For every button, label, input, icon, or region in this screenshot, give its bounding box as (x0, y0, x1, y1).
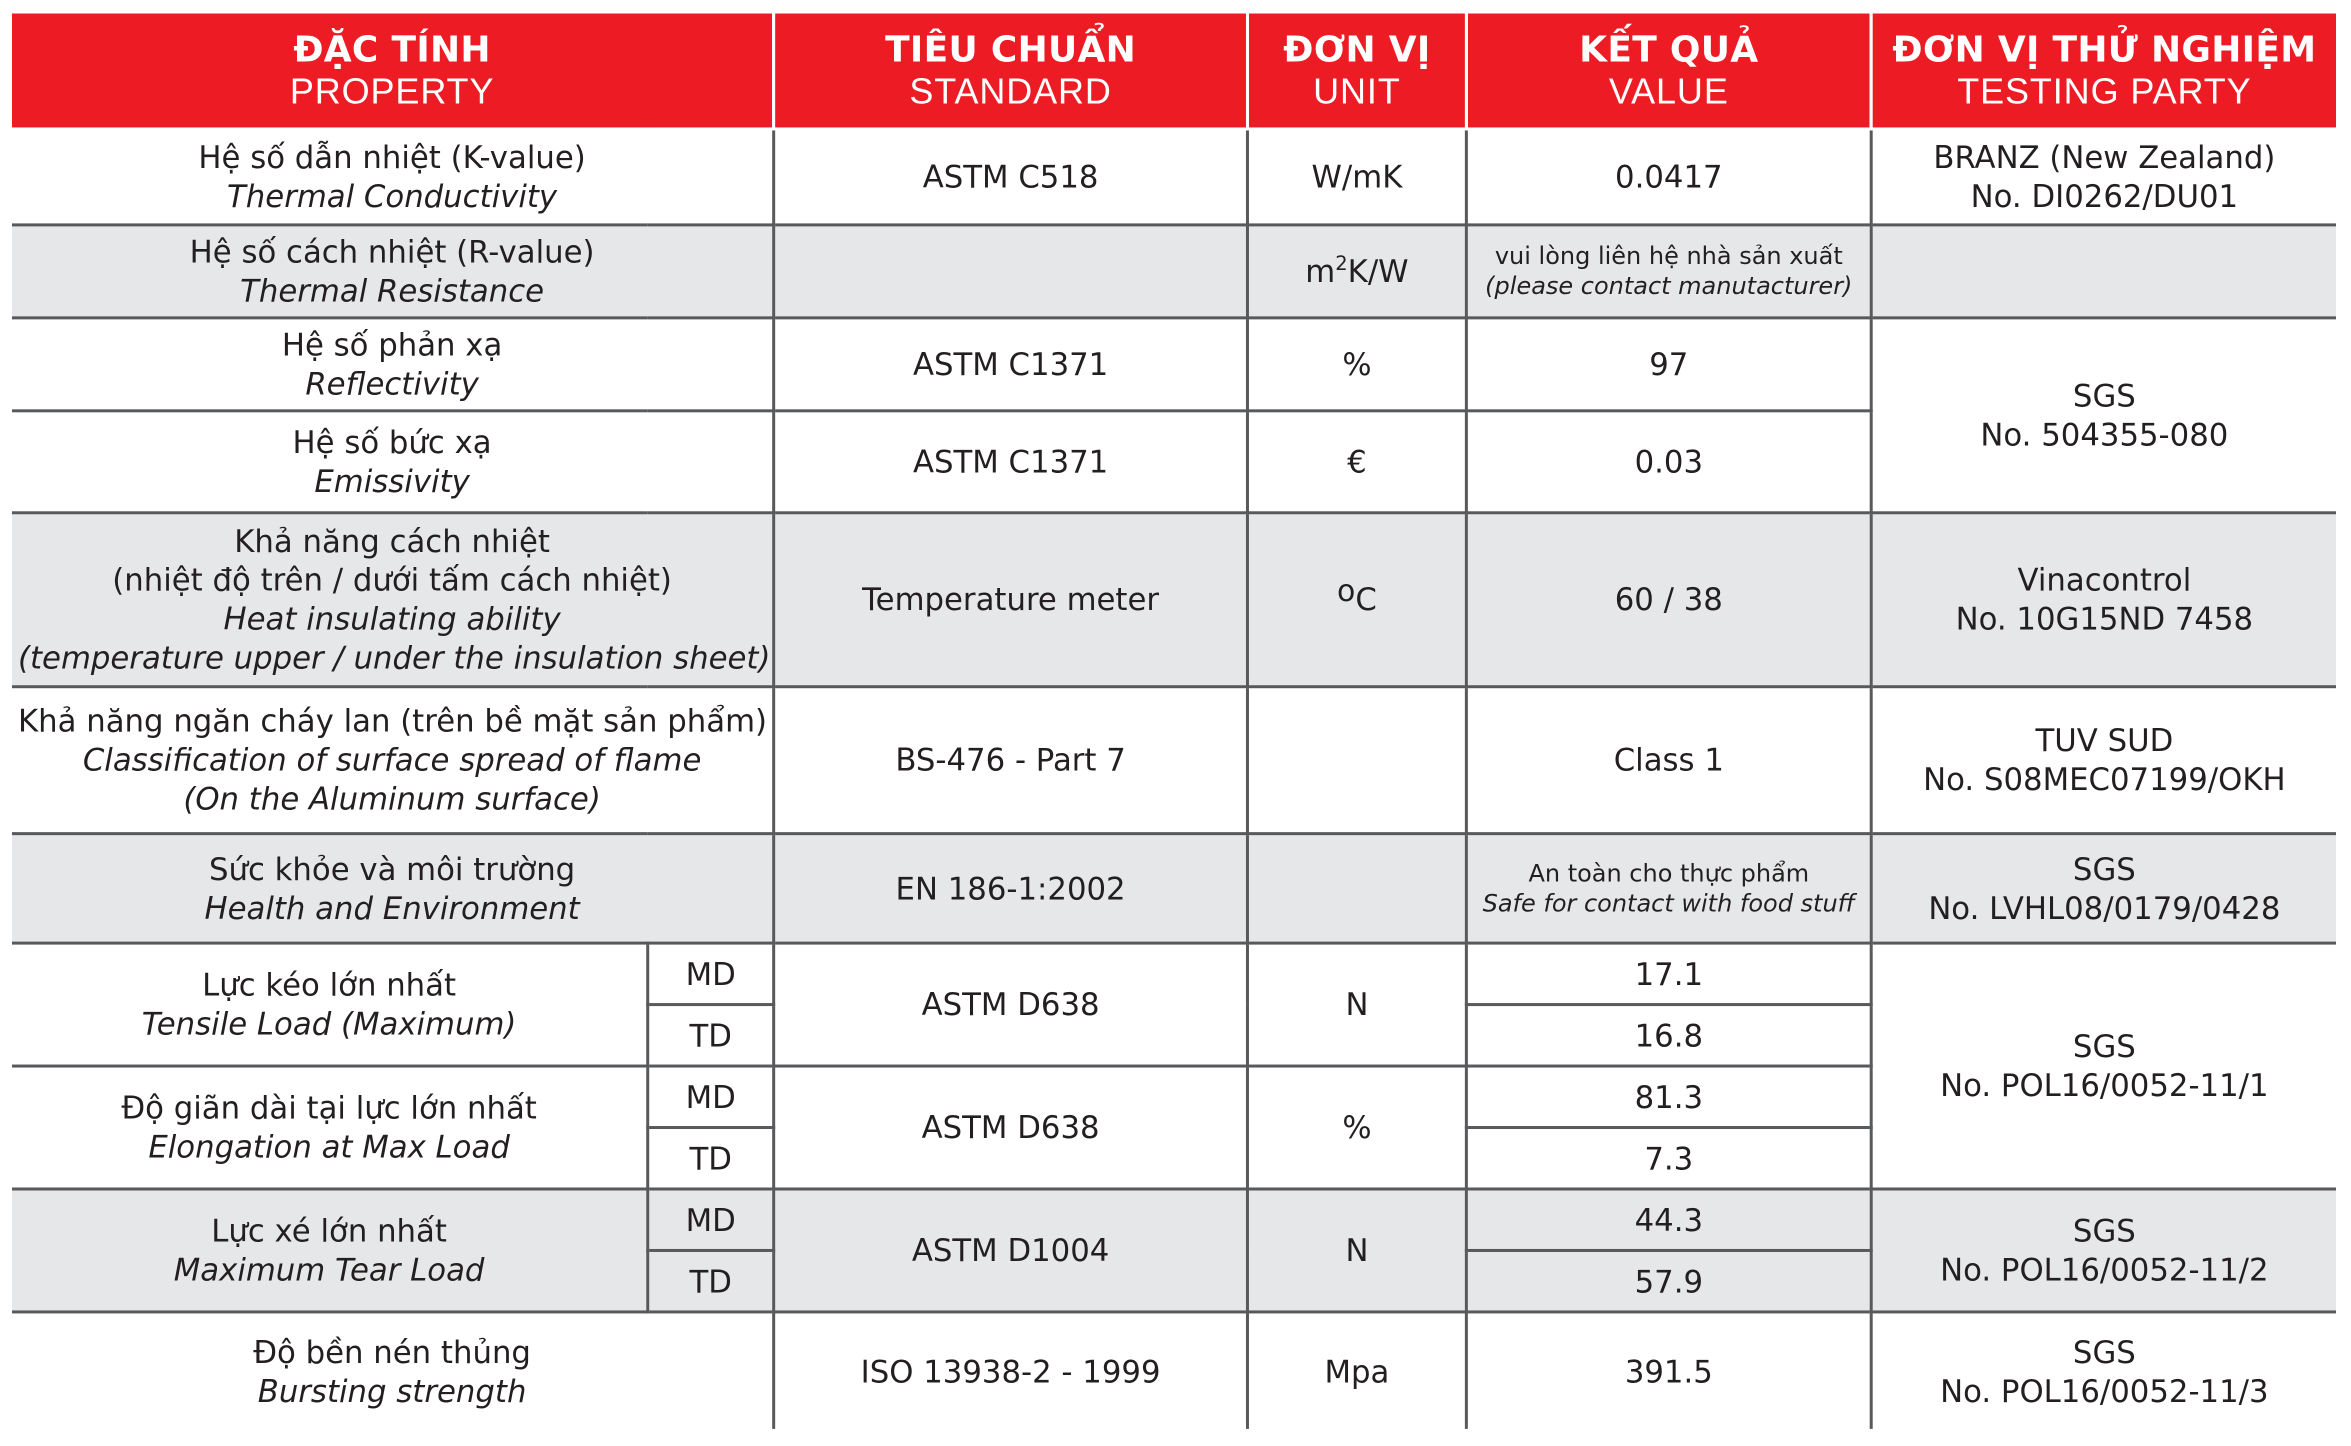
unit-cell: W/mK (1247, 129, 1466, 225)
property-cell: Độ bền nén thủng Bursting strength (12, 1312, 774, 1429)
standard-cell: ASTM C1371 (774, 318, 1248, 411)
value-cell: 17.1 (1466, 943, 1871, 1004)
party-cell: Vinacontrol No. 10G15ND 7458 (1871, 513, 2336, 687)
standard-cell: Temperature meter (774, 513, 1248, 687)
value-cell: 60 / 38 (1466, 513, 1871, 687)
property-cell: Độ giãn dài tại lực lớn nhất Elongation at Max Load (12, 1066, 648, 1189)
party-cell: SGS No. POL16/0052-11/3 (1871, 1312, 2336, 1429)
standard-cell: ASTM C1371 (774, 411, 1248, 513)
property-cell: Hệ số cách nhiệt (R-value) Thermal Resistance (12, 225, 774, 318)
header-property: ĐẶC TÍNH PROPERTY (12, 13, 774, 128)
standard-cell: ASTM D638 (774, 943, 1248, 1066)
value-cell: 7.3 (1466, 1128, 1871, 1189)
party-cell: SGS No. POL16/0052-11/2 (1871, 1189, 2336, 1312)
header-unit: ĐƠN VỊ UNIT (1247, 13, 1466, 128)
unit-cell: € (1247, 411, 1466, 513)
unit-cell: % (1247, 1066, 1466, 1189)
value-cell: 0.0417 (1466, 129, 1871, 225)
standard-cell: ASTM D638 (774, 1066, 1248, 1189)
direction-md: MD (648, 1066, 774, 1127)
value-cell: 0.03 (1466, 411, 1871, 513)
value-cell: 391.5 (1466, 1312, 1871, 1429)
property-cell: Khả năng cách nhiệt (nhiệt độ trên / dưới tấm cách nhiệt) Heat insulating ability (temperature upper / under the insulation sheet) (12, 513, 774, 687)
value-cell: vui lòng liên hệ nhà sản xuất (please contact manutacturer) (1466, 225, 1871, 318)
standard-cell: ASTM C518 (774, 129, 1248, 225)
row-thermal-conductivity (12, 129, 2336, 225)
standard-cell: ISO 13938-2 - 1999 (774, 1312, 1248, 1429)
value-cell: 97 (1466, 318, 1871, 411)
property-cell: Sức khỏe và môi trường Health and Environment (12, 834, 774, 943)
property-cell: Khả năng ngăn cháy lan (trên bề mặt sản phẩm) Classification of surface spread of flame (On the Aluminum surface) (12, 687, 774, 834)
row-tensile-md (12, 943, 2336, 1004)
header-testing-party: ĐƠN VỊ THỬ NGHIỆM TESTING PARTY (1871, 13, 2336, 128)
row-surface-flame (12, 687, 2336, 834)
party-cell: SGS No. 504355-080 (1871, 318, 2336, 513)
unit-cell: Mpa (1247, 1312, 1466, 1429)
row-health-environment (12, 834, 2336, 943)
standard-cell: BS-476 - Part 7 (774, 687, 1248, 834)
unit-cell: $m^2K/W$ (1247, 225, 1466, 318)
party-cell: SGS No. LVHL08/0179/0428 (1871, 834, 2336, 943)
row-reflectivity (12, 318, 2336, 411)
unit-cell: N (1247, 1189, 1466, 1312)
direction-td: TD (648, 1005, 774, 1066)
direction-td: TD (648, 1250, 774, 1311)
party-cell: SGS No. POL16/0052-11/1 (1871, 943, 2336, 1189)
header-row (12, 13, 2336, 128)
unit-cell: $^o$C (1247, 513, 1466, 687)
row-heat-insulating (12, 513, 2336, 687)
value-cell: An toàn cho thực phẩm Safe for contact with food stuff (1466, 834, 1871, 943)
value-cell: 16.8 (1466, 1005, 1871, 1066)
property-cell: Hệ số dẫn nhiệt (K-value) Thermal Conductivity (12, 129, 774, 225)
header-standard: TIÊU CHUẨN STANDARD (774, 13, 1248, 128)
value-cell: Class 1 (1466, 687, 1871, 834)
party-cell (1871, 225, 2336, 318)
direction-td: TD (648, 1128, 774, 1189)
property-cell: Hệ số phản xạ Reflectivity (12, 318, 774, 411)
party-cell: BRANZ (New Zealand) No. DI0262/DU01 (1871, 129, 2336, 225)
header-value: KẾT QUẢ VALUE (1466, 13, 1871, 128)
standard-cell: ASTM D1004 (774, 1189, 1248, 1312)
value-cell: 44.3 (1466, 1189, 1871, 1250)
row-thermal-resistance (12, 225, 2336, 318)
property-cell: Lực xé lớn nhất Maximum Tear Load (12, 1189, 648, 1312)
value-cell: 81.3 (1466, 1066, 1871, 1127)
direction-md: MD (648, 1189, 774, 1250)
row-tear-md (12, 1189, 2336, 1250)
standard-cell (774, 225, 1248, 318)
specification-table (12, 13, 2336, 1428)
row-bursting-strength (12, 1312, 2336, 1429)
direction-md: MD (648, 943, 774, 1004)
unit-cell: N (1247, 943, 1466, 1066)
property-cell: Lực kéo lớn nhất Tensile Load (Maximum) (12, 943, 648, 1066)
property-cell: Hệ số bức xạ Emissivity (12, 411, 774, 513)
standard-cell: EN 186-1:2002 (774, 834, 1248, 943)
unit-cell: % (1247, 318, 1466, 411)
unit-cell (1247, 687, 1466, 834)
unit-cell (1247, 834, 1466, 943)
value-cell: 57.9 (1466, 1250, 1871, 1311)
party-cell: TUV SUD No. S08MEC07199/OKH (1871, 687, 2336, 834)
